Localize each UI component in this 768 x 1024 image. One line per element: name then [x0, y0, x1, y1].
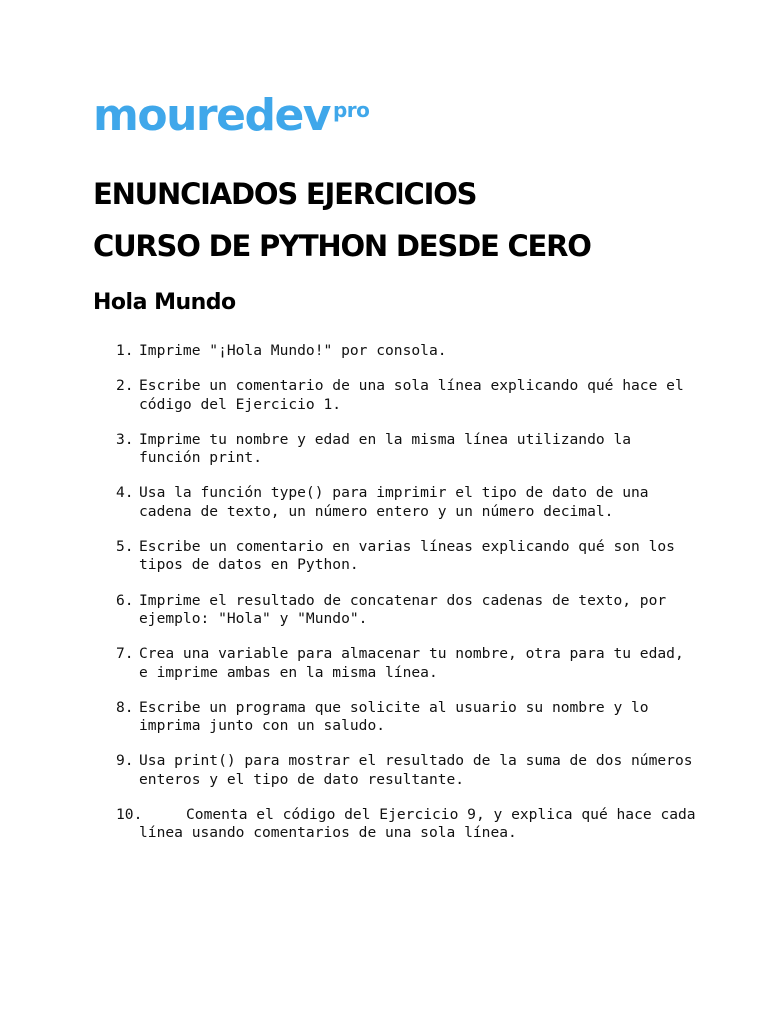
exercise-number: 6.	[116, 591, 134, 609]
mouredev-pro-logo	[93, 86, 369, 146]
exercise-number: 1.	[116, 342, 134, 359]
exercise-text: Imprime "¡Hola Mundo!" por consola.	[139, 342, 447, 359]
exercise-text: Crea una variable para almacenar tu nombre, otra para tu edad, e imprime ambas en la misma línea.	[139, 645, 684, 681]
exercise-number: 9.	[116, 752, 134, 770]
exercise-text: Imprime tu nombre y edad en la misma línea utilizando la función print.	[139, 430, 632, 467]
exercise-number: 10.	[116, 806, 143, 824]
exercise-text: Usa print() para mostrar el resultado de la suma de dos números enteros y el tipo de dato resultante.	[139, 752, 693, 788]
exercise-item	[0, 431, 768, 468]
exercise-number: 8.	[116, 698, 134, 716]
exercise-item	[0, 699, 768, 736]
exercise-list	[0, 342, 768, 860]
exercise-item	[0, 752, 768, 789]
document-title	[93, 168, 591, 272]
exercise-item	[0, 377, 768, 414]
exercise-number: 5.	[116, 538, 134, 556]
exercise-item	[0, 538, 768, 575]
logo-wordmark: mouredev	[93, 90, 330, 141]
exercise-text: Comenta el código del Ejercicio 9, y explica qué hace cada línea usando comentarios de una sola línea.	[139, 806, 696, 842]
exercise-item	[0, 806, 768, 843]
exercise-text: Imprime el resultado de concatenar dos cadenas de texto, por ejemplo: "Hola" y "Mundo".	[139, 591, 667, 627]
logo-pro-badge: pro	[332, 98, 370, 122]
title-line-1: ENUNCIADOS EJERCICIOS	[93, 177, 477, 211]
exercise-item	[0, 645, 768, 682]
exercise-text: Escribe un comentario en varias líneas explicando qué son los tipos de datos en Python.	[139, 538, 675, 574]
exercise-item	[0, 342, 768, 360]
exercise-number: 2.	[116, 377, 134, 395]
exercise-number: 7.	[116, 645, 134, 663]
exercise-number: 3.	[116, 430, 134, 448]
exercise-text: Escribe un programa que solicite al usuario su nombre y lo imprima junto con un saludo.	[139, 698, 649, 735]
exercise-text: Usa la función type() para imprimir el tipo de dato de una cadena de texto, un número entero y un número decimal.	[139, 484, 649, 520]
exercise-item	[0, 484, 768, 521]
exercise-number: 4.	[116, 484, 134, 502]
exercise-text: Escribe un comentario de una sola línea explicando qué hace el código del Ejercicio 1.	[139, 377, 684, 413]
title-line-2: CURSO DE PYTHON DESDE CERO	[93, 229, 591, 263]
exercise-item	[0, 592, 768, 629]
section-heading: Hola Mundo	[93, 290, 236, 315]
